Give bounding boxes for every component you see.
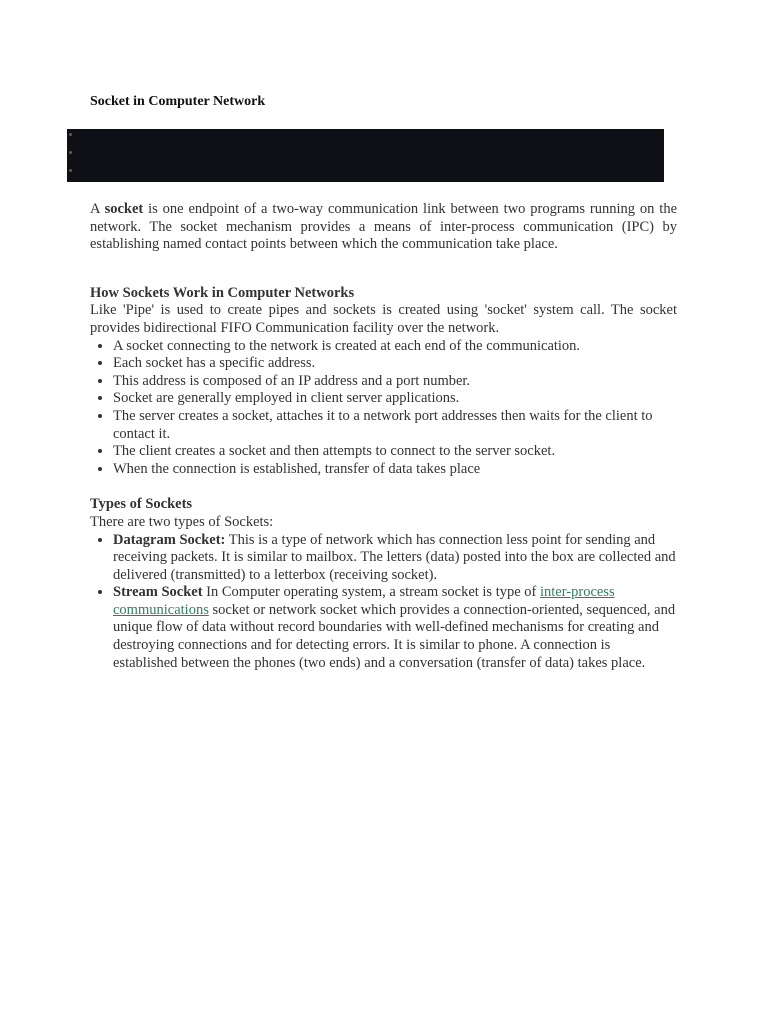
types-heading: Types of Sockets [90, 496, 193, 513]
list-item: • The server creates a socket, attaches it to a network port addresses then waits for the client to contact it. [113, 408, 677, 443]
how-sockets-list [90, 338, 677, 479]
intro-bold-term: socket [104, 201, 144, 217]
datagram-term: Datagram Socket: [113, 531, 226, 548]
intro-prefix: A [90, 201, 105, 217]
bullet-dot-icon [69, 133, 72, 136]
intro-text: is one endpoint of a two-way communication link between two programs running on the network. The socket mechanism provides a means of inter-process communication (IPC) by establishing named contact points between which the communication take place. [90, 201, 677, 253]
types-of-sockets-section [90, 496, 677, 672]
stream-term: Stream Socket [113, 584, 203, 601]
article-body [90, 201, 677, 672]
page-title: Socket in Computer Network [90, 94, 266, 109]
how-sockets-section [90, 285, 677, 479]
how-sockets-heading: How Sockets Work in Computer Networks [90, 284, 355, 301]
dark-banner [67, 129, 664, 182]
list-item: • Socket are generally employed in client server applications. [113, 390, 677, 408]
how-sockets-paragraph: Like 'Pipe' is used to create pipes and sockets is created using 'socket' system call. The socket provides bidirectional FIFO Communication facility over the network. [90, 302, 677, 336]
ipc-link[interactable]: inter-process communications [113, 584, 615, 618]
list-item: • A socket connecting to the network is created at each end of the communication. [113, 338, 677, 356]
list-item: • Each socket has a specific address. [113, 355, 677, 373]
datagram-text: This is a type of network which has connection less point for sending and receiving packets. It is similar to mailbox. The letters (data) posted into the box are collected and delivered (transmitted) to a letterbox (receiving socket). [113, 531, 676, 583]
bullet-dot-icon [69, 151, 72, 154]
list-item: • The client creates a socket and then attempts to connect to the server socket. [113, 443, 677, 461]
list-item: • This address is composed of an IP address and a port number. [113, 373, 677, 391]
list-item-stream [113, 584, 677, 672]
intro-paragraph [90, 201, 677, 254]
list-item-datagram [113, 532, 677, 585]
stream-text-before: In Computer operating system, a stream socket is type of [202, 584, 540, 601]
list-item: • When the connection is established, transfer of data takes place [113, 461, 677, 479]
types-list [90, 532, 677, 673]
stream-text-after: socket or network socket which provides a connection-oriented, sequenced, and unique flow of data without record boundaries with well-defined mechanisms for creating and destroying connections and for detecting errors. It is similar to phone. A connection is established between the phones (two ends) and a conversation (transfer of data) takes place. [113, 601, 676, 671]
types-paragraph: There are two types of Sockets: [90, 513, 274, 530]
bullet-dot-icon [69, 169, 72, 172]
